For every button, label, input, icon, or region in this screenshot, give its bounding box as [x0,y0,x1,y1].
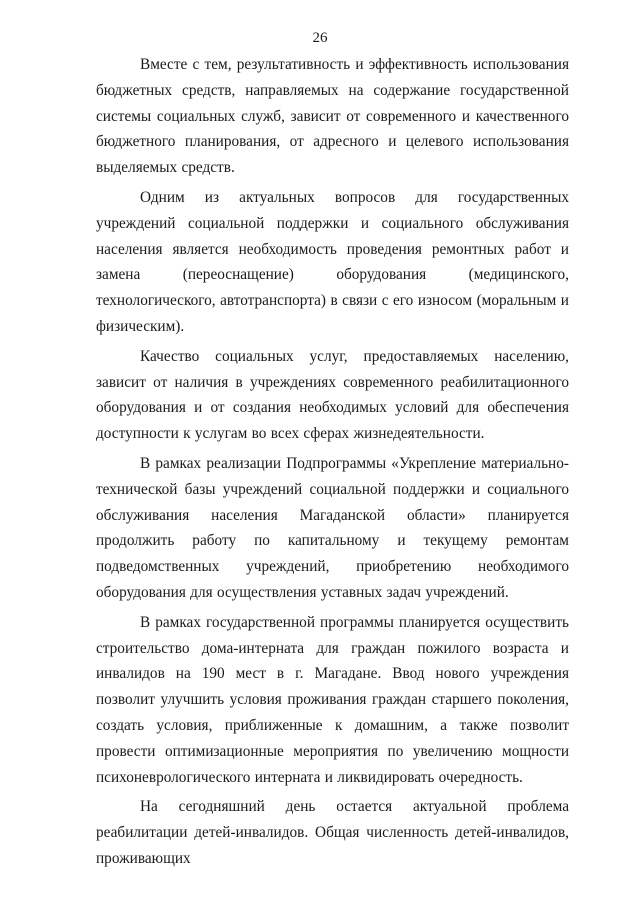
paragraph-budget-efficiency: Вместе с тем, результативность и эффективность использования бюджетных средств, направляемых на содержание государственной системы социальных служб, зависит от современного и качественного бюджетного планирования, от адресного и целевого использования выделяемых средств. [96,56,569,177]
page-number: 26 [312,30,328,46]
paragraph-subprogram: В рамках реализации Подпрограммы «Укрепление материально-технической базы учреждений социальной поддержки и социального обслуживания населения Магаданской области» планируется продолжить работу по капитальному и текущему ремонтам подведомственных учреждений, приобретению необходимого оборудования для осуществления уставных задач учреждений. [96,454,569,601]
paragraph-equipment-renewal: Одним из актуальных вопросов для государственных учреждений социальной поддержки и социального обслуживания населения является необходимость проведения ремонтных работ и замена (переоснащение) оборудования (медицинского, технологического, автотранспорта) в связи с его износом (моральным и физическим). [96,188,569,335]
body-text [96,52,569,872]
paragraph-boarding-house: В рамках государственной программы планируется осуществить строительство дома-интерната для граждан пожилого возраста и инвалидов на 190 мест в г. Магадане. Ввод нового учреждения позволит улучшить условия проживания граждан старшего поколения, создать условия, приближенные к домашним, а также позволит провести оптимизационные мероприятия по увеличению мощности психоневрологического интерната и ликвидировать очередность. [96,613,569,786]
paragraph-service-quality: Качество социальных услуг, предоставляемых населению, зависит от наличия в учреждениях современного реабилитационного оборудования и от создания необходимых условий для обеспечения доступности к услугам во всех сферах жизнедеятельности. [96,347,569,443]
paragraph-disabled-children: На сегодняшний день остается актуальной проблема реабилитации детей-инвалидов. Общая численность детей-инвалидов, проживающих [96,798,569,867]
